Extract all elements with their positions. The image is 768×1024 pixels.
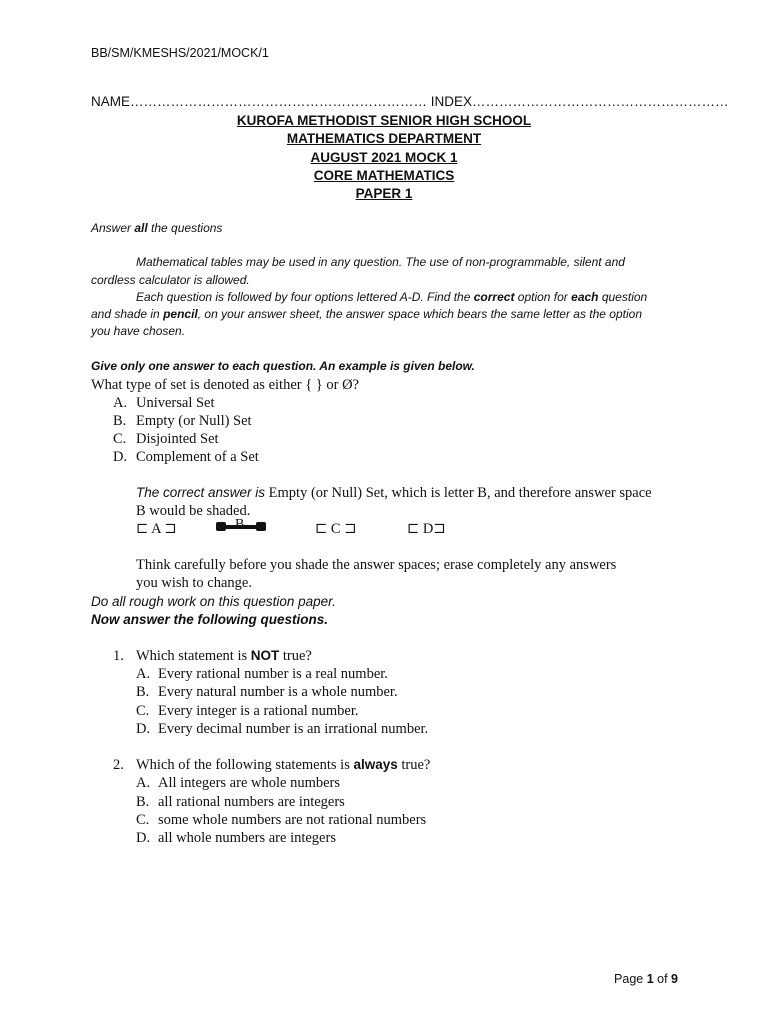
school-name: KUROFA METHODIST SENIOR HIGH SCHOOL <box>236 113 532 128</box>
answer-all-instruction: Answer all the questions <box>91 221 223 235</box>
example-option-d: D. Complement of a Set <box>113 449 259 465</box>
bubble-b-shaded: B <box>216 522 266 531</box>
correct-answer-line: The correct answer is Empty (or Null) Set, which is letter B, and therefore answer space <box>136 485 652 501</box>
q1-option-b: B. Every natural number is a whole number. <box>136 684 398 700</box>
q1-option-a: A. Every rational number is a real number. <box>136 666 388 682</box>
example-option-c: C. Disjointed Set <box>113 431 219 447</box>
q2-option-a: A. All integers are whole numbers <box>136 775 341 791</box>
paper-title: PAPER 1 <box>355 186 413 201</box>
now-answer-heading: Now answer the following questions. <box>91 612 329 627</box>
each-question-line: Each question is followed by four options lettered A-D. Find the correct option for each question <box>136 290 648 304</box>
exam-title: AUGUST 2021 MOCK 1 <box>310 150 458 165</box>
q2-option-b: B. all rational numbers are integers <box>136 794 345 810</box>
bubble-d: ⊏ D⊐ <box>407 521 446 537</box>
department-name: MATHEMATICS DEPARTMENT <box>286 131 482 146</box>
rough-work-note: Do all rough work on this question paper. <box>91 594 336 609</box>
q2-option-d: D. all whole numbers are integers <box>136 830 336 846</box>
bubble-a: ⊏ A ⊐ <box>136 521 177 537</box>
example-question: What type of set is denoted as either { } or Ø? <box>91 377 359 393</box>
tables-line-1: Mathematical tables may be used in any question. The use of non-programmable, silent and <box>136 255 625 269</box>
question-1-stem: 1. Which statement is NOT true? <box>113 648 312 664</box>
think-carefully-line-1: Think carefully before you shade the answer spaces; erase completely any answers <box>136 557 617 573</box>
page-number: Page 1 of 9 <box>614 972 678 986</box>
q1-option-d: D. Every decimal number is an irrational number. <box>136 721 429 737</box>
think-carefully-line-2: you wish to change. <box>136 575 252 591</box>
shade-pencil-line: and shade in pencil, on your answer sheet, the answer space which bears the same letter as the option <box>91 307 642 321</box>
example-option-a: A. Universal Set <box>113 395 215 411</box>
shade-line-3: you have chosen. <box>91 324 186 338</box>
bubble-c: ⊏ C ⊐ <box>315 521 357 537</box>
q2-option-c: C. some whole numbers are not rational numbers <box>136 812 427 828</box>
only-one-answer-instruction: Give only one answer to each question. An example is given below. <box>91 359 475 373</box>
tables-line-2: cordless calculator is allowed. <box>91 273 250 287</box>
document-code: BB/SM/KMESHS/2021/MOCK/1 <box>91 46 269 60</box>
example-option-b: B. Empty (or Null) Set <box>113 413 252 429</box>
correct-answer-line-2: B would be shaded. <box>136 503 251 519</box>
question-2-stem: 2. Which of the following statements is always true? <box>113 757 431 773</box>
name-index-line: NAME………………………………………………………… INDEX………………………………………………… <box>91 94 729 109</box>
q1-option-c: C. Every integer is a rational number. <box>136 703 359 719</box>
subject-title: CORE MATHEMATICS <box>313 168 455 183</box>
